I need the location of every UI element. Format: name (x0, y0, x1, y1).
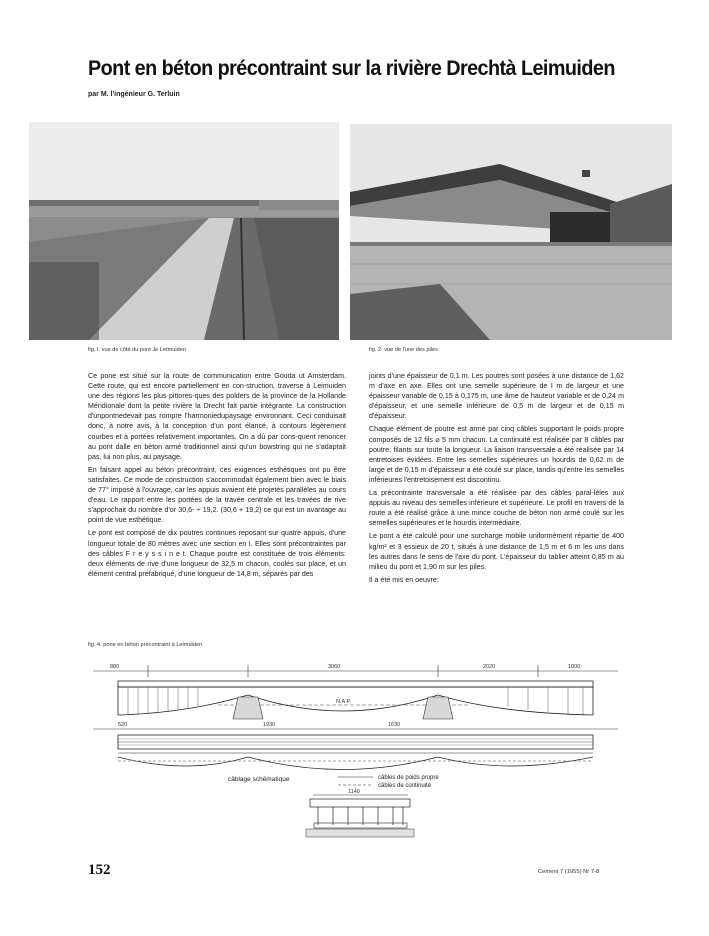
dimension-label: 1630 (388, 722, 401, 728)
photo-pier-view-image (350, 124, 672, 340)
paragraph: En faisant appel au béton précontraint, ces exigences esthétiques ont pu être satisfaites. Ce mode de construction s'accommodait également bien avec le biais de 77° imposé à l'ouvrage, car les appuis avaient été projetés parallèles au cours d'eau. Le rapport entre les portées de la travée centrale et les travées de rive s'approchait du nombre d'or 30,6- ÷ 19,2. (30,6 + 19,2) ce qui est un avantage au point de vue esthétique. (88, 465, 346, 525)
dimension-label: 1000 (568, 664, 581, 670)
dimension-label: 1140 (348, 789, 360, 795)
right-column (369, 371, 624, 588)
paragraph: Le pont est composé de dix poutres continues reposant sur quatre appuis, d'une longueur totale de 80 mètres avec une section en I. Elles sont précontraintes par des câbles F r e y s s i n e t. Chaque poutre est constituée de trois éléments: deux éléments de rive d'une longueur de 32,5 m chacun, coulés sur place, et un élément central préfabriqué, d'une longueur de 14,8 m, séparés par des (88, 529, 346, 578)
dimension-label: 520 (118, 722, 128, 728)
photo-side-view-image (29, 122, 339, 340)
dimension-label: 1930 (263, 722, 276, 728)
journal-reference: Cement 7 (1955) Nr 7-8 (538, 869, 600, 875)
figure-4-caption: fig. 4. pone en béton précontraint à Leimuiden (88, 642, 203, 648)
article-byline: par M. l'ingénieur G. Terluin (88, 91, 180, 98)
photo-side-view (29, 122, 339, 340)
paragraph: Le pont a été calculé pour une surcharge mobile uniformément répartie de 400 kg/m² et 3 essieux de 20 t, situés à une distance de 1,5 m et 6 m les uns dans les autres dans le sens de l'axe du pont. L'épaisseur du tablier atteint 0,85 m au milieu du pont et 1,90 m sur les piles. (369, 532, 624, 571)
dimension-label: 880 (110, 664, 120, 670)
article-title: Pont en béton précontraint sur la rivière Drechtà Leimuiden (88, 56, 615, 80)
paragraph: La précontrainte transversale a été réalisée par des câbles paral-lèles aux appuis au niveau des semelles inférieure et supérieure. Le profil en travers de la route a été réalisé grâce à une mince couche de béton non armé coulé sur les semelles supérieures et le hourdis intermédiaire. (369, 489, 624, 528)
paragraph: Il a été mis en oeuvre: (369, 575, 439, 584)
bridge-drawing-svg (88, 657, 623, 845)
bridge-drawing (88, 657, 623, 845)
left-column (88, 371, 346, 582)
paragraph: Ce pone est situé sur la route de communication entre Gouda ut Amsterdam. Cette route, qui est encore partiellement en con-struction, traverse à Leimuiden une des régions les plus pittores-ques des polders de la province de la Hollande Méridionale dont la petite rivière la Drecht fait partie intégrante. La construction d'unpontnedevait pas rompre l'harmoniedupaysage environnant. Ceci conduisait donc, à notre avis, à la conception d'un pont élancé, à contours légèrement courbes et à portées relativement importantes. On a dû par cons-quent renoncer au pont dalle en béton armé traditionnel ainsi qu'un bowstring qui ne s'adaptait pas, lui non plus, au paysage. (88, 372, 346, 461)
nap-label: N.A.P. (336, 699, 352, 705)
cable-legend-label: câbles de continuité (378, 783, 432, 789)
figure-1-caption: fig. I. vue de côté du pont Je Letmuiden (88, 347, 186, 353)
dimension-label: 2020 (483, 664, 496, 670)
paragraph: Chaque élément de poutre est armé par cinq câbles supportant le poids propre composés de 12 fils ⌀ 5 mm chacun. La continuité est réalisée par 8 câbles par poutre, filants sur toute la longueur. La liaison transversale a été réalisée par 14 entretoises évidées. Entre les semelles supérieures un hourdis de 0,62 m de large et de 0,15 m d'épaisseur a été coulé sur place, tandis qu'entre les semelles inférieures l'entretoisement est discontinu. (369, 425, 624, 484)
figure-2-caption: fig. 2. vue de l'une des piles (369, 347, 438, 353)
paragraph: joints d'une épaisseur de 0,1 m. Les poutres sont posées à une distance de 1,62 m d'axe en axe. Elles ont une semelle supérieure de I m de largeur et une épaisseur variable de 0,15 à 0,175 m, une âme de hauteur variable et de 0,24 m d'épaisseur, et une semelle inférieure de 0,5 m de largeur et de 0,15 m d'épaisseur. (369, 372, 624, 421)
cabling-label: câblage schématique (228, 776, 290, 783)
cable-legend-label: câbles de poids propre (378, 775, 439, 781)
page-number: 152 (88, 862, 111, 878)
photo-pier-view (350, 124, 672, 340)
dimension-label: 3060 (328, 664, 341, 670)
